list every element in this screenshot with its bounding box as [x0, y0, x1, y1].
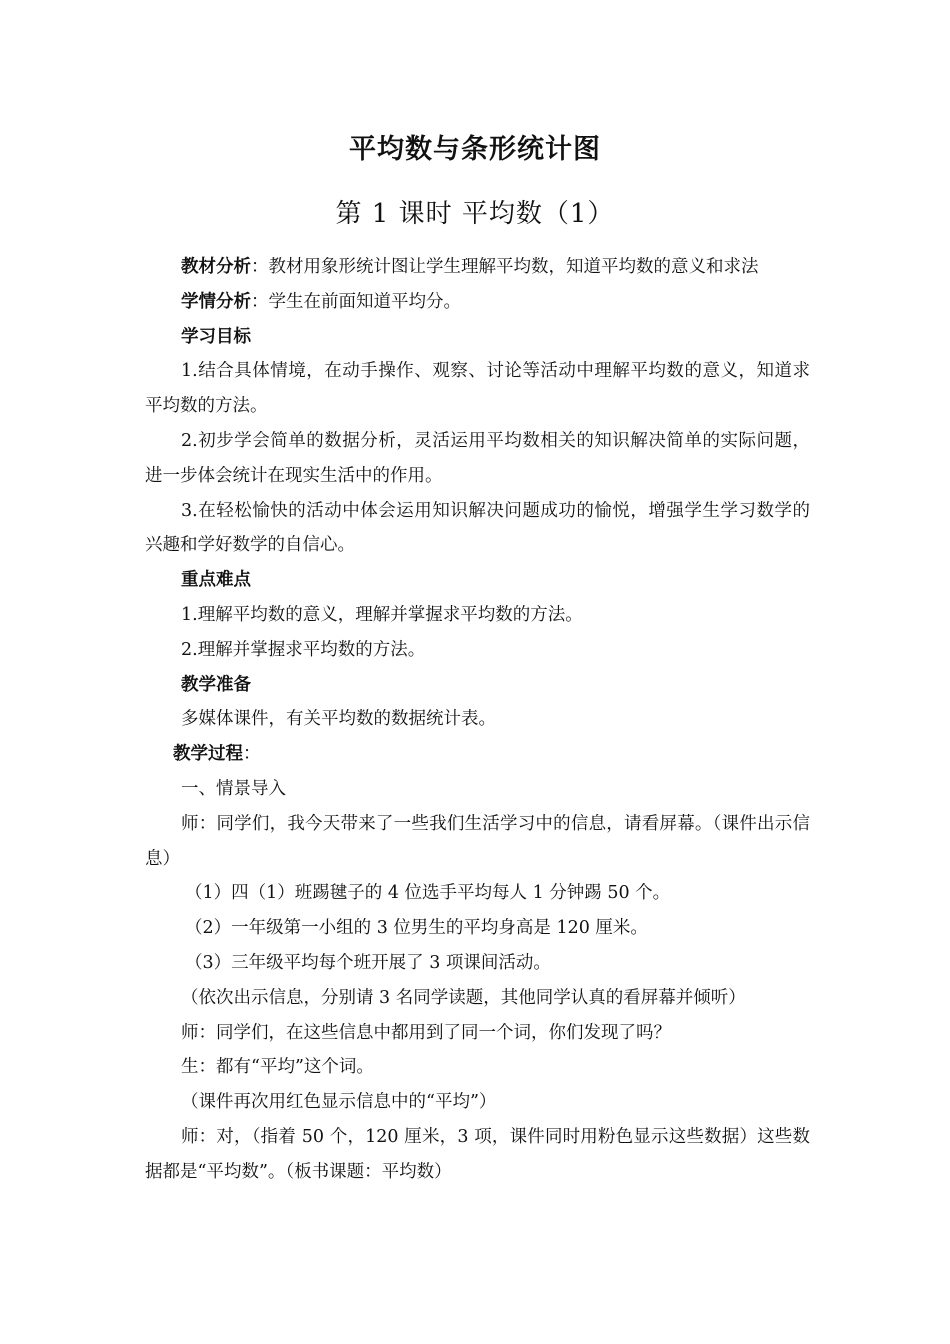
textbook-analysis-sep: ：	[251, 257, 269, 277]
goal-item: 1.结合具体情境，在动手操作、观察、讨论等活动中理解平均数的意义，知道求平均数的方法。	[145, 361, 810, 417]
process-heading	[145, 737, 810, 772]
process-heading-label: 教学过程	[173, 744, 243, 765]
key-points-heading: 重点难点	[181, 570, 251, 591]
page-title: 平均数与条形统计图	[349, 134, 601, 165]
teacher-line: 师：同学们，在这些信息中都用到了同一个词，你们发现了吗？	[181, 1022, 671, 1043]
student-analysis	[145, 285, 810, 320]
document-body	[145, 250, 810, 1190]
info-item: （2）一年级第一小组的 3 位男生的平均身高是 120 厘米。	[185, 918, 648, 939]
key-point-item: 1.理解平均数的意义，理解并掌握求平均数的方法。	[181, 604, 583, 625]
process-heading-sep: ：	[243, 744, 261, 765]
textbook-analysis-label: 教材分析	[181, 257, 251, 277]
textbook-analysis	[145, 250, 810, 285]
student-line: 生：都有“平均”这个词。	[181, 1057, 374, 1078]
teacher-line: 师：同学们，我今天带来了一些我们生活学习中的信息，请看屏幕。（课件出示信息）	[145, 813, 810, 869]
key-point-item: 2.理解并掌握求平均数的方法。	[181, 639, 426, 660]
goals-heading: 学习目标	[181, 326, 251, 347]
lesson-subtitle: 第 1 课时 平均数（1）	[335, 199, 615, 229]
textbook-analysis-text: 教材用象形统计图让学生理解平均数，知道平均数的意义和求法	[268, 257, 759, 277]
stage-note: （依次出示信息，分别请 3 名同学读题，其他同学认真的看屏幕并倾听）	[181, 987, 746, 1008]
teacher-line: 师：对，（指着 50 个，120 厘米，3 项，课件同时用粉色显示这些数据）这些数据都是“平均数”。（板书课题：平均数）	[145, 1126, 810, 1182]
student-analysis-label: 学情分析	[181, 291, 251, 312]
step-heading: 一、情景导入	[181, 778, 286, 799]
info-item: （1）四（1）班踢毽子的 4 位选手平均每人 1 分钟踢 50 个。	[185, 883, 671, 904]
student-analysis-text: 学生在前面知道平均分。	[268, 291, 461, 312]
student-analysis-sep: ：	[251, 291, 269, 312]
goal-item: 2.初步学会简单的数据分析，灵活运用平均数相关的知识解决简单的实际问题，进一步体会统计在现实生活中的作用。	[145, 430, 810, 486]
goal-item: 3.在轻松愉快的活动中体会运用知识解决问题成功的愉悦，增强学生学习数学的兴趣和学好数学的自信心。	[145, 500, 810, 556]
info-item: （3）三年级平均每个班开展了 3 项课间活动。	[185, 952, 551, 973]
stage-note: （课件再次用红色显示信息中的“平均”）	[181, 1092, 497, 1113]
preparation-heading: 教学准备	[181, 674, 251, 695]
preparation-text: 多媒体课件，有关平均数的数据统计表。	[181, 709, 496, 730]
